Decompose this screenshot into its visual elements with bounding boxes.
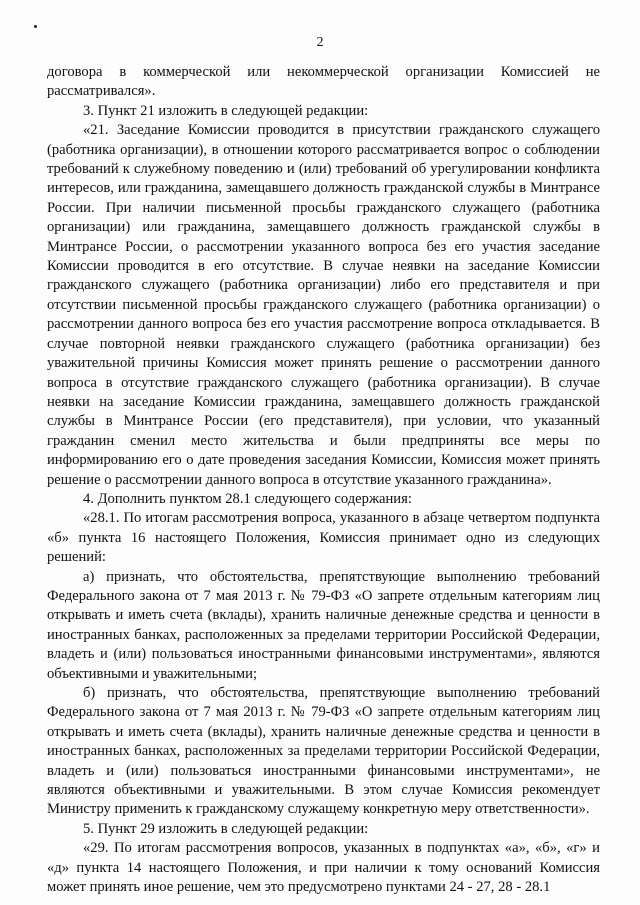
scan-speck bbox=[34, 25, 37, 28]
page-number: 2 bbox=[316, 35, 324, 50]
paragraph-item-3: 3. Пункт 21 изложить в следующей редакции: bbox=[83, 102, 369, 119]
paragraph-clause-21: «21. Заседание Комиссии проводится в присутствии гражданского служащего (работника организации), в отношении которого рассматривается вопрос о соблюдении требований к служебному поведению и (или) требований об урегулировании конфликта интересов, или гражданина, замещавшего должность гражданской службы в Минтрансе России. При наличии письменной просьбы гражданского служащего (работника организации) или гражданина, замещавшего должность гражданской службы в Минтрансе России, о рассмотрении указанного вопроса без его участия заседание Комиссии проводится в его отсутствие. В случае неявки на заседание Комиссии гражданского служащего (работника организации) либо его представителя и при отсутствии письменной просьбы гражданского служащего (работника организации) о рассмотрении данного вопроса без его участия рассмотрение вопроса откладывается. В случае повторной неявки гражданского служащего (работника организации) без уважительной причины Комиссия может принять решение о рассмотрении данного вопроса в отсутствие гражданского служащего (работника организации). В случае неявки на заседание Комиссии гражданина, замещавшего должность гражданской службы в Минтрансе России (его представителя), при условии, что указанный гражданин сменил место жительства и были предприняты все меры по информированию его о дате проведения заседания Комиссии, Комиссия может принять решение о рассмотрении данного вопроса в отсутствие указанного гражданина». bbox=[47, 122, 600, 488]
paragraph-clause-28-1: «28.1. По итогам рассмотрения вопроса, указанного в абзаце четвертом подпункта «б» пункта 16 настоящего Положения, Комиссия принимает одно из следующих решений: bbox=[47, 510, 600, 566]
paragraph-item-4: 4. Дополнить пунктом 28.1 следующего содержания: bbox=[83, 490, 412, 507]
paragraph-continuation: договора в коммерческой или некоммерческой организации Комиссией не рассматривался». bbox=[47, 64, 600, 100]
paragraph-subclause-b: б) признать, что обстоятельства, препятствующие выполнению требований Федерального закона от 7 мая 2013 г. № 79-ФЗ «О запрете отдельным категориям лиц открывать и иметь счета (вклады), хранить наличные денежные средства и ценности в иностранных банках, расположенных за пределами территории Российской Федерации, владеть и (или) пользоваться иностранными финансовыми инструментами», не являются объективными и уважительными. В этом случае Комиссия рекомендует Министру применить к гражданскому служащему конкретную меру ответственности». bbox=[47, 685, 600, 818]
document-body bbox=[47, 63, 600, 897]
paragraph-clause-29: «29. По итогам рассмотрения вопросов, указанных в подпунктах «а», «б», «г» и «д» пункта 14 настоящего Положения, и при наличии к тому оснований Комиссия может принять иное решение, чем это предусмотрено пунктами 24 - 27, 28 - 28.1 bbox=[47, 840, 600, 896]
paragraph-subclause-a: а) признать, что обстоятельства, препятствующие выполнению требований Федерального закона от 7 мая 2013 г. № 79-ФЗ «О запрете отдельным категориям лиц открывать и иметь счета (вклады), хранить наличные денежные средства и ценности в иностранных банках, расположенных за пределами территории Российской Федерации, владеть и (или) пользоваться иностранными финансовыми инструментами», являются объективными и уважительными; bbox=[47, 568, 600, 682]
paragraph-item-5: 5. Пункт 29 изложить в следующей редакции: bbox=[83, 820, 369, 837]
